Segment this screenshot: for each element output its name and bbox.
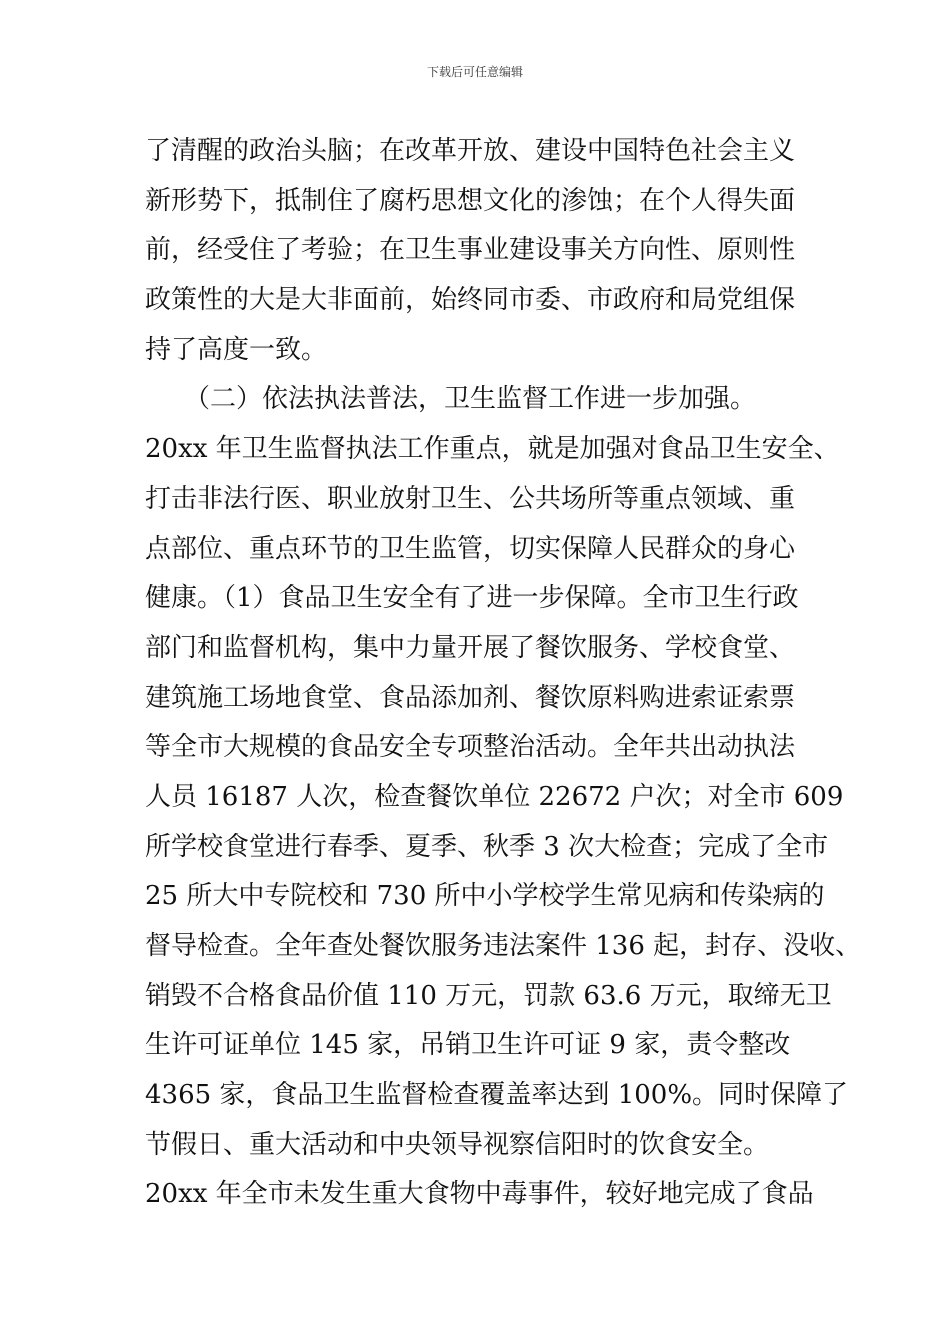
- text-line: 了清醒的政治头脑；在改革开放、建设中国特色社会主义: [145, 136, 796, 166]
- text-line: 所学校食堂进行春季、夏季、秋季 3 次大检查；完成了全市: [145, 831, 829, 862]
- page-header-note: 下载后可任意编辑: [426, 65, 523, 79]
- text-line: 人员 16187 人次，检查餐饮单位 22672 户次；对全市 609: [145, 781, 844, 812]
- text-line: 前，经受住了考验；在卫生事业建设事关方向性、原则性: [145, 235, 796, 266]
- text-line: 20xx 年全市未发生重大食物中毒事件，较好地完成了食品: [145, 1179, 814, 1210]
- text-line: 25 所大中专院校和 730 所中小学校学生常见病和传染病的: [145, 881, 825, 912]
- text-line: 节假日、重大活动和中央领导视察信阳时的饮食安全。: [145, 1129, 770, 1160]
- text-line: 4365 家，食品卫生监督检查覆盖率达到 100%。同时保障了: [145, 1080, 849, 1111]
- text-line: 建筑施工场地食堂、食品添加剂、餐饮原料购进索证索票: [145, 682, 796, 713]
- text-line: 新形势下，抵制住了腐朽思想文化的渗蚀；在个人得失面: [145, 185, 796, 216]
- text-line: 打击非法行医、职业放射卫生、公共场所等重点领域、重: [145, 483, 796, 514]
- text-line: 持了高度一致。: [145, 334, 328, 365]
- text-line: 销毁不合格食品价值 110 万元，罚款 63.6 万元，取缔无卫: [145, 980, 832, 1011]
- text-line: 20xx 年卫生监督执法工作重点，就是加强对食品卫生安全、: [145, 434, 840, 465]
- text-line: 生许可证单位 145 家，吊销卫生许可证 9 家，责令整改: [145, 1030, 791, 1061]
- text-line: 政策性的大是大非面前，始终同市委、市政府和局党组保: [145, 285, 796, 316]
- text-line: 健康。（1）食品卫生安全有了进一步保障。全市卫生行政: [145, 583, 799, 614]
- text-line: 部门和监督机构，集中力量开展了餐饮服务、学校食堂、: [145, 632, 796, 663]
- section-heading-line: （二）依法执法普法，卫生监督工作进一步加强。: [145, 384, 757, 415]
- text-line: 督导检查。全年查处餐饮服务违法案件 136 起，封存、没收、: [145, 931, 862, 961]
- text-line: 等全市大规模的食品安全专项整治活动。全年共出动执法: [145, 732, 796, 763]
- document-body: [145, 127, 862, 1220]
- text-line: 点部位、重点环节的卫生监管，切实保障人民群众的身心: [145, 533, 796, 564]
